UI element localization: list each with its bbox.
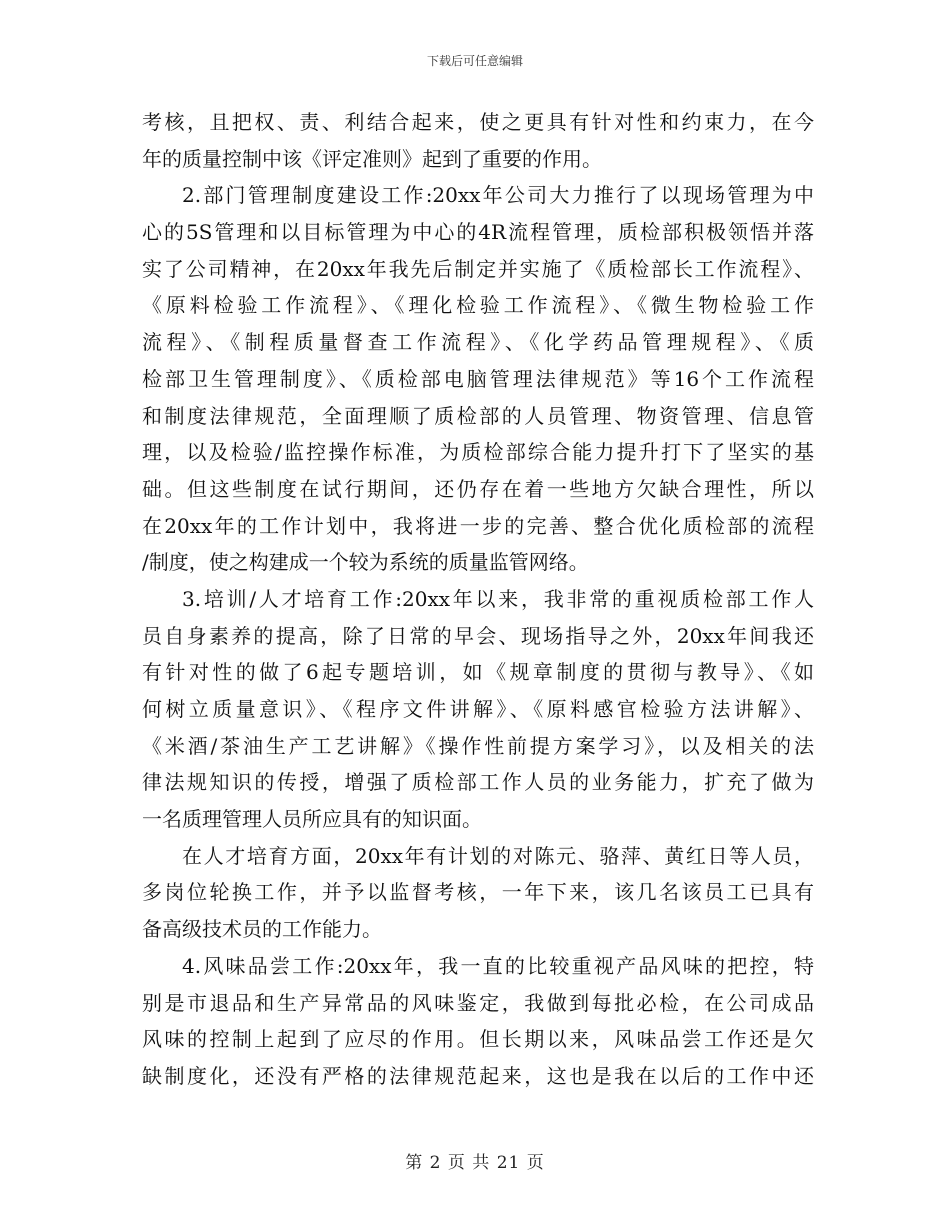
page-header: 下载后可任意编辑 bbox=[426, 54, 523, 68]
text-line: 4.风味品尝工作:20xx年，我一直的比较重视产品风味的把控，特 bbox=[182, 953, 814, 978]
text-line: 风味的控制上起到了应尽的作用。但长期以来，风味品尝工作还是欠 bbox=[142, 1027, 814, 1052]
text-line: 础。但这些制度在试行期间，还仍存在着一些地方欠缺合理性，所以 bbox=[142, 476, 814, 501]
text-line: 多岗位轮换工作，并予以监督考核，一年下来，该几名该员工已具有 bbox=[142, 880, 814, 905]
text-line: 有针对性的做了6起专题培训，如《规章制度的贯彻与教导》、《如 bbox=[142, 660, 814, 685]
text-line: 流程》、《制程质量督查工作流程》、《化学药品管理规程》、《质 bbox=[142, 330, 814, 355]
text-line: 理，以及检验/监控操作标准，为质检部综合能力提升打下了坚实的基 bbox=[142, 440, 814, 465]
document-body bbox=[142, 104, 814, 1095]
text-line: 2.部门管理制度建设工作:20xx年公司大力推行了以现场管理为中 bbox=[182, 183, 814, 208]
text-line: 在20xx年的工作计划中，我将进一步的完善、整合优化质检部的流程 bbox=[142, 513, 814, 538]
text-line: 3.培训/人才培育工作:20xx年以来，我非常的重视质检部工作人 bbox=[182, 586, 814, 611]
text-line: 员自身素养的提高，除了日常的早会、现场指导之外，20xx年间我还 bbox=[142, 623, 814, 648]
text-line: /制度，使之构建成一个较为系统的质量监管网络。 bbox=[142, 550, 589, 575]
text-line: 一名质理管理人员所应具有的知识面。 bbox=[142, 807, 482, 832]
text-line: 心的5S管理和以目标管理为中心的4R流程管理，质检部积极领悟并落 bbox=[142, 220, 814, 245]
text-line: 《原料检验工作流程》、《理化检验工作流程》、《微生物检验工作 bbox=[142, 293, 814, 318]
text-line: 律法规知识的传授，增强了质检部工作人员的业务能力，扩充了做为 bbox=[142, 770, 814, 795]
text-line: 别是市退品和生产异常品的风味鉴定，我做到每批必检，在公司成品 bbox=[142, 990, 814, 1015]
page-footer: 第 2 页 共 21 页 bbox=[405, 1153, 545, 1173]
text-line: 和制度法律规范，全面理顺了质检部的人员管理、物资管理、信息管 bbox=[142, 403, 814, 428]
text-line: 《米酒/茶油生产工艺讲解》《操作性前提方案学习》，以及相关的法 bbox=[142, 733, 814, 758]
text-line: 考核，且把权、责、利结合起来，使之更具有针对性和约束力，在今 bbox=[142, 110, 814, 134]
text-line: 实了公司精神，在20xx年我先后制定并实施了《质检部长工作流程》、 bbox=[142, 256, 814, 281]
text-line: 何树立质量意识》、《程序文件讲解》、《原料感官检验方法讲解》、 bbox=[142, 697, 814, 721]
text-line: 在人才培育方面，20xx年有计划的对陈元、骆萍、黄红日等人员， bbox=[182, 843, 814, 868]
text-line: 检部卫生管理制度》、《质检部电脑管理法律规范》等16个工作流程 bbox=[142, 366, 814, 391]
text-line: 年的质量控制中该《评定准则》起到了重要的作用。 bbox=[142, 146, 602, 171]
text-line: 缺制度化，还没有严格的法律规范起来，这也是我在以后的工作中还 bbox=[142, 1063, 814, 1088]
text-line: 备高级技术员的工作能力。 bbox=[142, 917, 382, 942]
